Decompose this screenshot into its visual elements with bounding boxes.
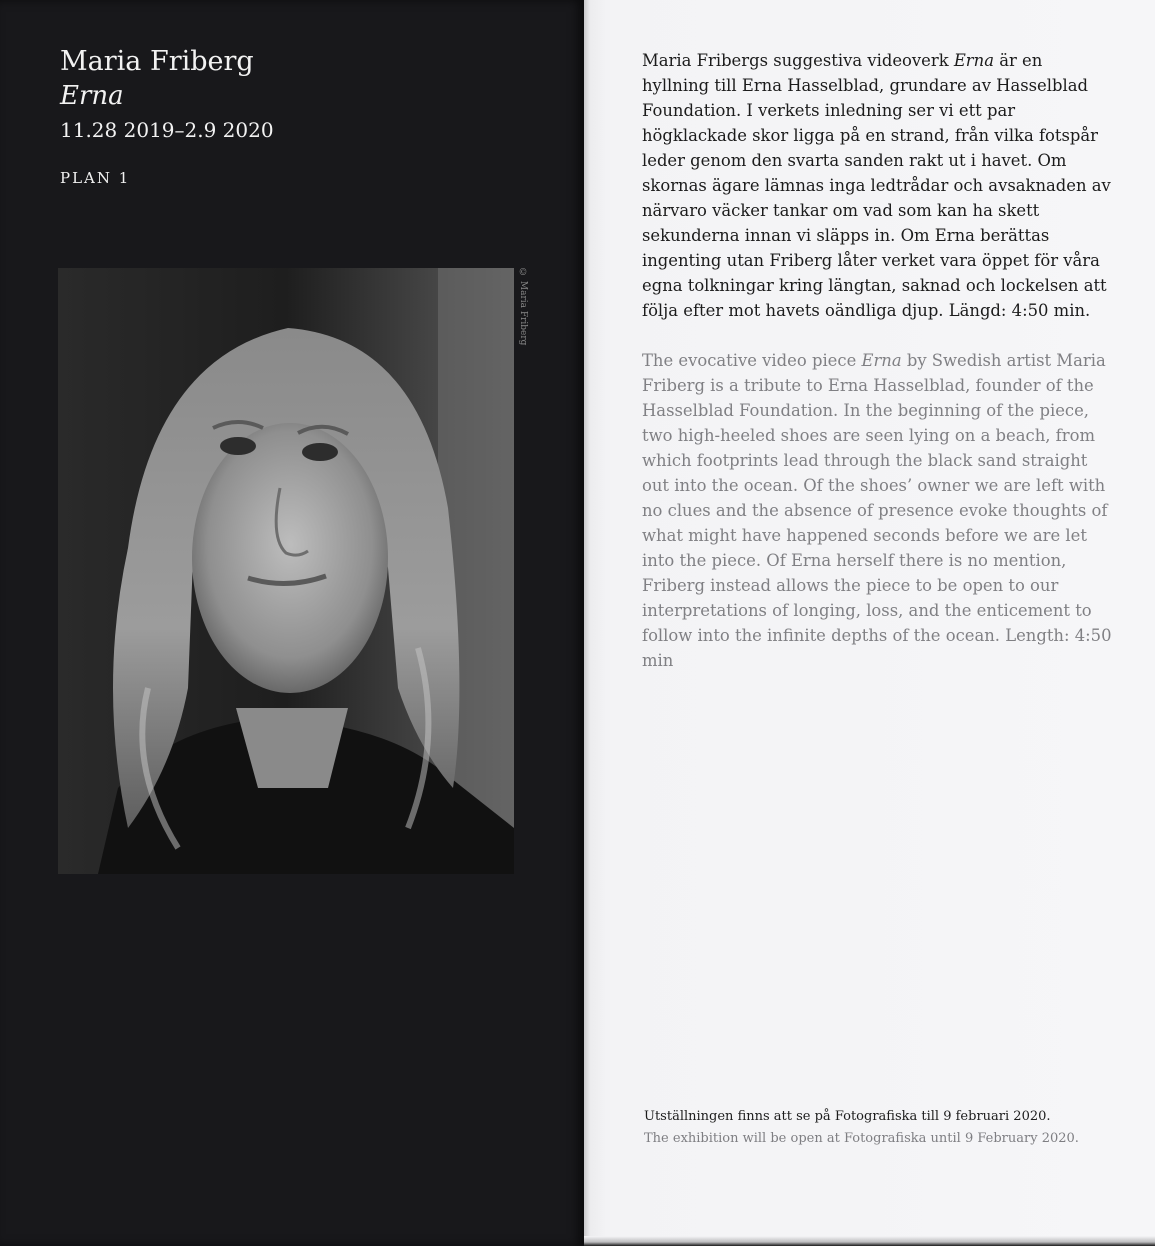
swedish-description: [642, 48, 1112, 323]
page-bottom-edge: [584, 1236, 1155, 1246]
english-text-start: The evocative video piece: [642, 351, 862, 370]
english-text-rest: by Swedish artist Maria Friberg is a tribute to Erna Hasselblad, founder of the Hasselblad Foundation. In the beginning of the piece, two high-heeled shoes are seen lying on a beach, from which footprints lead through the black sand straight out into the ocean. Of the shoes’ owner we are left with no clues and the absence of presence evoke thoughts of what might have happened seconds before we are let into the piece. Of Erna herself there is no mention, Friberg instead allows the piece to be open to our interpretations of longing, loss, and the enticement to follow into the infinite depths of the ocean. Length: 4:50 min: [642, 351, 1112, 670]
footer-english: The exhibition will be open at Fotografiska until 9 February 2020.: [644, 1131, 1079, 1146]
photo-credit: © Maria Friberg: [518, 268, 528, 346]
swedish-text-start: Maria Fribergs suggestiva videoverk: [642, 51, 954, 70]
english-description: [642, 348, 1112, 673]
artist-portrait: [58, 268, 514, 874]
swedish-work-title: Erna: [953, 51, 994, 70]
work-title: Erna: [60, 81, 124, 111]
exhibition-dates: 11.28 2019–2.9 2020: [60, 118, 274, 142]
exhibition-header: [60, 45, 274, 187]
artist-name: Maria Friberg: [60, 46, 254, 77]
english-work-title: Erna: [861, 351, 902, 370]
swedish-text-rest: är en hyllning till Erna Hasselblad, grundare av Hasselblad Foundation. I verkets inledning ser vi ett par högklackade skor ligga på en strand, från vilka fotspår leder genom den svarta sanden rakt ut i havet. Om skornas ägare lämnas inga ledtrådar och avsaknaden av närvaro väcker tankar om vad som kan ha skett sekunderna innan vi släpps in. Om Erna berättas ingenting utan Friberg låter verket vara öppet för våra egna tolkningar kring längtan, saknad och lockelsen att följa efter mot havets oändliga djup. Längd: 4:50 min.: [642, 51, 1111, 320]
footer-swedish: Utställningen finns att se på Fotografiska till 9 februari 2020.: [644, 1109, 1051, 1124]
floor-label: PLAN 1: [60, 169, 131, 187]
exhibition-footer: [644, 1106, 1079, 1150]
